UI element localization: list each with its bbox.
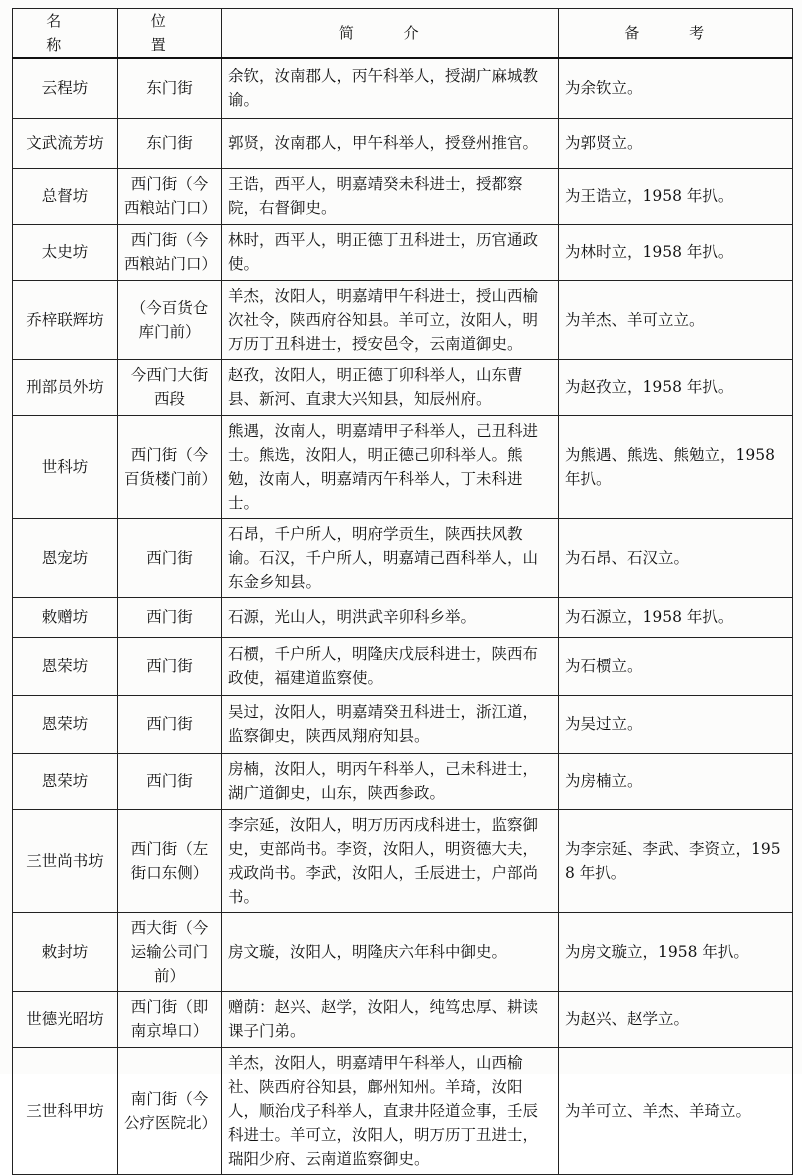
archway-intro: 李宗延，汝阳人，明万历丙戌科进士，监察御史，吏部尚书。李资，汝阳人，明资德大夫，戎政尚书。李武，汝阳人，壬辰进士，户部尚书。: [222, 809, 559, 912]
archway-location: 西门街（今西粮站门口）: [118, 168, 222, 224]
archway-location: 西门街（今百货楼门前）: [118, 415, 222, 518]
table-row: [13, 58, 793, 118]
archway-location: 西门街: [118, 753, 222, 809]
table-header: [13, 9, 793, 59]
archway-name: 恩荣坊: [13, 753, 118, 809]
archway-location: 西门街: [118, 597, 222, 637]
archway-location: 西门街: [118, 518, 222, 597]
archway-location: 西大街（今运输公司门前）: [118, 912, 222, 991]
archway-intro: 羊杰，汝阳人，明嘉靖甲午科举人，山西榆社、陕西府谷知县，鄜州知州。羊琦，汝阳人，顺治戊子科举人，直隶井陉道佥事，壬辰科进士。羊可立，汝阳人，明万历丁丑进士，瑞阳少府、云南道监察御史。: [222, 1047, 559, 1174]
archway-location: 西门街: [118, 695, 222, 753]
table-row: [13, 224, 793, 280]
table-row: [13, 280, 793, 359]
archway-note: 为羊杰、羊可立立。: [559, 280, 793, 359]
archway-note: 为石昂、石汉立。: [559, 518, 793, 597]
archway-note: 为林时立，1958 年扒。: [559, 224, 793, 280]
archway-location: 西门街（左街口东侧）: [118, 809, 222, 912]
archway-intro: 郭贤，汝南郡人，甲午科举人，授登州推官。: [222, 118, 559, 168]
table-row: [13, 695, 793, 753]
archway-intro: 吴过，汝阳人，明嘉靖癸丑科进士，浙江道，监察御史，陕西凤翔府知县。: [222, 695, 559, 753]
table-row: [13, 912, 793, 991]
archway-name: 世德光昭坊: [13, 991, 118, 1047]
archway-intro: 羊杰，汝阳人，明嘉靖甲午科进士，授山西榆次社令，陕西府谷知县。羊可立，汝阳人，明万历丁丑科进士，授安邑令，云南道御史。: [222, 280, 559, 359]
archway-name: 世科坊: [13, 415, 118, 518]
table-row: [13, 991, 793, 1047]
archway-name: 恩荣坊: [13, 637, 118, 695]
archway-location: 东门街: [118, 118, 222, 168]
archway-note: 为熊遇、熊选、熊勉立，1958 年扒。: [559, 415, 793, 518]
archway-note: 为赵兴、赵学立。: [559, 991, 793, 1047]
archway-name: 三世尚书坊: [13, 809, 118, 912]
archway-intro: 林时，西平人，明正德丁丑科进士，历官通政使。: [222, 224, 559, 280]
archway-name: 敕封坊: [13, 912, 118, 991]
table-row: [13, 359, 793, 415]
table-row: [13, 415, 793, 518]
archway-note: 为李宗延、李武、李资立，1958 年扒。: [559, 809, 793, 912]
archway-note: 为赵孜立，1958 年扒。: [559, 359, 793, 415]
table-body: [13, 58, 793, 1174]
table-row: [13, 1047, 793, 1174]
archway-name: 文武流芳坊: [13, 118, 118, 168]
header-location: 位 置: [118, 9, 222, 59]
table-row: [13, 753, 793, 809]
archway-note: 为吴过立。: [559, 695, 793, 753]
archway-name: 刑部员外坊: [13, 359, 118, 415]
archway-location: 东门街: [118, 58, 222, 118]
header-row: [13, 9, 793, 59]
archway-name: 太史坊: [13, 224, 118, 280]
archway-note: 为房楠立。: [559, 753, 793, 809]
table-row: [13, 637, 793, 695]
header-name: 名 称: [13, 9, 118, 59]
archway-intro: 房楠，汝阳人，明丙午科举人，己未科进士，湖广道御史，山东，陕西参政。: [222, 753, 559, 809]
archway-location: 今西门大街西段: [118, 359, 222, 415]
archway-note: 为郭贤立。: [559, 118, 793, 168]
header-intro: 简 介: [222, 9, 559, 59]
archway-name: 云程坊: [13, 58, 118, 118]
table-row: [13, 597, 793, 637]
archway-intro: 余钦，汝南郡人，丙午科举人，授湖广麻城教谕。: [222, 58, 559, 118]
archway-intro: 王诰，西平人，明嘉靖癸未科进士，授都察院，右督御史。: [222, 168, 559, 224]
archway-location: 西门街（即南京埠口）: [118, 991, 222, 1047]
archway-name: 恩宠坊: [13, 518, 118, 597]
archway-intro: 石槚，千户所人，明隆庆戊辰科进士，陕西布政使，福建道监察使。: [222, 637, 559, 695]
archway-name: 乔梓联辉坊: [13, 280, 118, 359]
archway-note: 为石槚立。: [559, 637, 793, 695]
archway-note: 为王诰立，1958 年扒。: [559, 168, 793, 224]
archway-name: 总督坊: [13, 168, 118, 224]
archway-intro: 石源，光山人，明洪武辛卯科乡举。: [222, 597, 559, 637]
table-row: [13, 518, 793, 597]
archway-location: （今百货仓库门前）: [118, 280, 222, 359]
archway-name: 三世科甲坊: [13, 1047, 118, 1174]
header-note: 备 考: [559, 9, 793, 59]
archway-location: 西门街（今西粮站门口）: [118, 224, 222, 280]
archway-intro: 房文璇，汝阳人，明隆庆六年科中御史。: [222, 912, 559, 991]
archway-note: 为羊可立、羊杰、羊琦立。: [559, 1047, 793, 1174]
archway-name: 恩荣坊: [13, 695, 118, 753]
memorial-archways-table: [12, 8, 793, 1175]
archway-intro: 赵孜，汝阳人，明正德丁卯科举人，山东曹县、新河、直隶大兴知县，知辰州府。: [222, 359, 559, 415]
table-row: [13, 118, 793, 168]
archway-intro: 赠荫：赵兴、赵学，汝阳人，纯笃忠厚、耕读课子门弟。: [222, 991, 559, 1047]
archway-note: 为余钦立。: [559, 58, 793, 118]
archway-location: 西门街: [118, 637, 222, 695]
archway-intro: 石昂，千户所人，明府学贡生，陕西扶风教谕。石汉，千户所人，明嘉靖己酉科举人，山东金乡知县。: [222, 518, 559, 597]
archway-name: 敕赠坊: [13, 597, 118, 637]
archway-note: 为石源立，1958 年扒。: [559, 597, 793, 637]
archway-note: 为房文璇立，1958 年扒。: [559, 912, 793, 991]
archway-intro: 熊遇，汝南人，明嘉靖甲子科举人，己丑科进士。熊选，汝阳人，明正德己卯科举人。熊勉，汝南人，明嘉靖丙午科举人，丁未科进士。: [222, 415, 559, 518]
table-row: [13, 168, 793, 224]
table-row: [13, 809, 793, 912]
archway-location: 南门街（今公疗医院北）: [118, 1047, 222, 1174]
